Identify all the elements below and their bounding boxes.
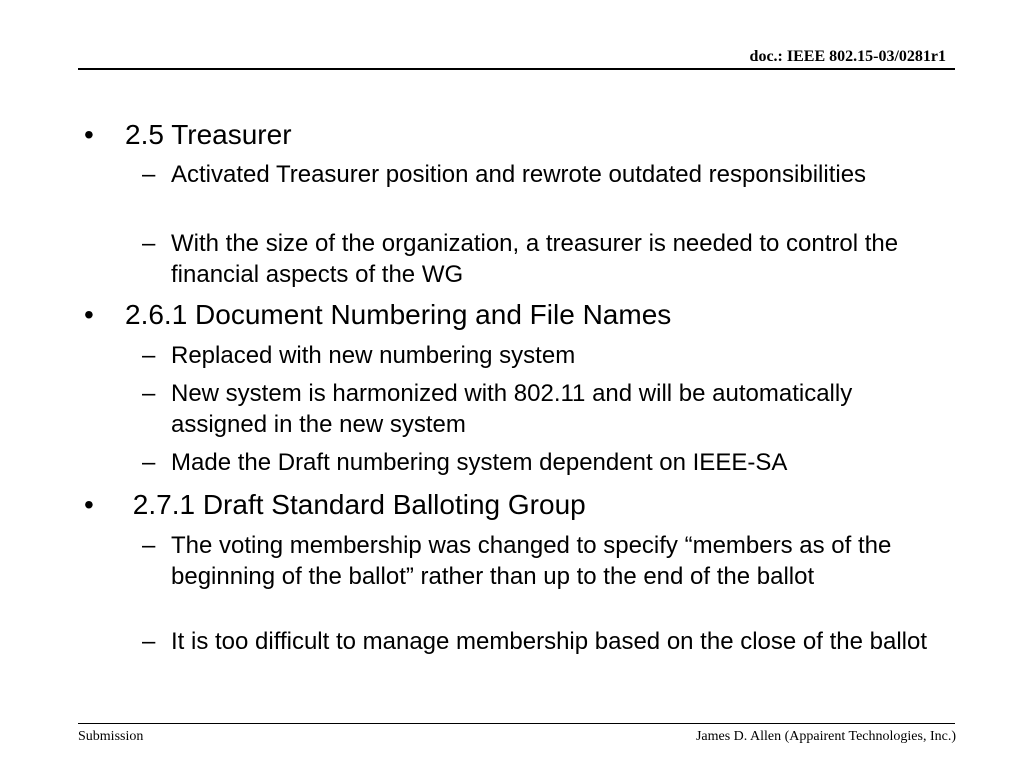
- footer-submission: Submission: [78, 729, 144, 744]
- dash-marker: –: [142, 230, 156, 257]
- section-title: 2.5 Treasurer: [125, 119, 292, 150]
- dash-marker: –: [142, 628, 156, 655]
- sub-item: [142, 447, 932, 478]
- sub-item-text: Activated Treasurer position and rewrote outdated responsibilities: [171, 161, 867, 188]
- dash-marker: –: [142, 532, 156, 559]
- sub-item-text: Replaced with new numbering system: [171, 342, 576, 369]
- section-title: 2.6.1 Document Numbering and File Names: [125, 299, 672, 330]
- dash-marker: –: [142, 342, 156, 369]
- bullet-marker: •: [84, 489, 94, 520]
- dash-marker: –: [142, 449, 156, 476]
- bullet-marker: •: [84, 299, 94, 330]
- bullet-marker: •: [84, 119, 94, 150]
- sub-item-text: Made the Draft numbering system dependent on IEEE-SA: [171, 449, 788, 476]
- sub-item: [142, 626, 932, 657]
- footer-rule: [78, 723, 955, 724]
- section-title: 2.7.1 Draft Standard Balloting Group: [125, 489, 586, 520]
- sub-item: [142, 159, 932, 190]
- dash-marker: –: [142, 380, 156, 407]
- dash-marker: –: [142, 161, 156, 188]
- sub-item: [142, 530, 932, 592]
- sub-item-text: The voting membership was changed to specify “members as of the beginning of the ballot” rather than up to the end of the ballot: [171, 532, 892, 590]
- sub-item: [142, 340, 932, 371]
- sub-item: [142, 228, 932, 290]
- sub-item-text: It is too difficult to manage membership based on the close of the ballot: [171, 628, 927, 655]
- sub-item-text: With the size of the organization, a treasurer is needed to control the financial aspects of the WG: [171, 230, 899, 288]
- sub-item-text: New system is harmonized with 802.11 and will be automatically assigned in the new system: [171, 380, 853, 438]
- footer-author: James D. Allen (Appairent Technologies, Inc.): [695, 729, 956, 744]
- sub-item: [142, 378, 932, 440]
- document-id: doc.: IEEE 802.15-03/0281r1: [749, 48, 946, 65]
